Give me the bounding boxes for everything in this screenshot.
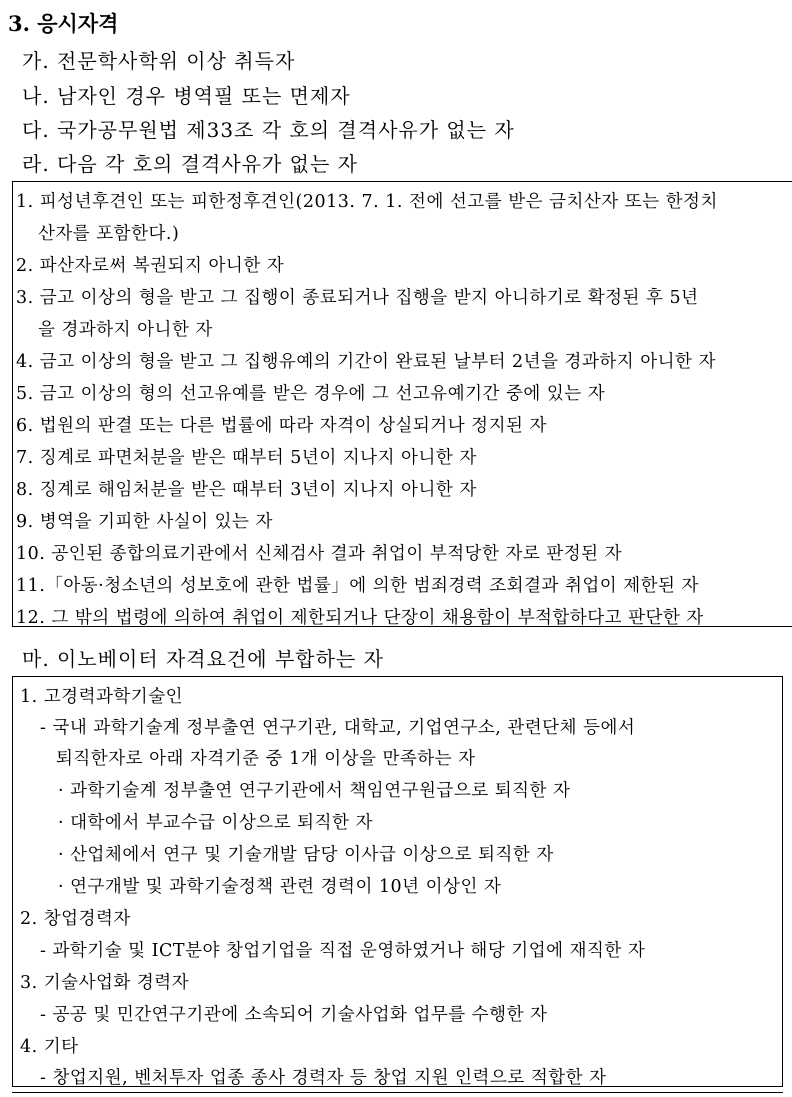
disqualification-item: 8. 징계로 해임처분을 받은 때부터 3년이 지나지 아니한 자 bbox=[16, 480, 477, 500]
disqualification-item: 10. 공인된 종합의료기관에서 신체검사 결과 취업이 부적당한 자로 판정된 자 bbox=[16, 544, 623, 564]
section-title: 3. 응시자격 bbox=[8, 11, 119, 36]
requirement-da: 다. 국가공무원법 제33조 각 호의 결격사유가 없는 자 bbox=[22, 118, 515, 142]
disqualification-item: 6. 법원의 판결 또는 다른 법률에 따라 자격이 상실되거나 정지된 자 bbox=[16, 416, 547, 436]
requirement-ra: 라. 다음 각 호의 결격사유가 없는 자 bbox=[22, 152, 358, 176]
disqualification-item: 4. 금고 이상의 형을 받고 그 집행유예의 기간이 완료된 날부터 2년을 경과하지 아니한 자 bbox=[16, 352, 716, 372]
disqualification-item: 11.「아동·청소년의 성보호에 관한 법률」에 의한 범죄경력 조회결과 취업이 제한된 자 bbox=[16, 576, 699, 596]
innovator-criterion: · 대학에서 부교수급 이상으로 퇴직한 자 bbox=[58, 813, 373, 833]
innovator-detail: - 공공 및 민간연구기관에 소속되어 기술사업화 업무를 수행한 자 bbox=[40, 1005, 548, 1025]
innovator-detail: 퇴직한자로 아래 자격기준 중 1개 이상을 만족하는 자 bbox=[56, 749, 476, 769]
disqualification-item: 을 경과하지 아니한 자 bbox=[38, 320, 213, 340]
innovator-criterion: · 과학기술계 정부출연 연구기관에서 책임연구원급으로 퇴직한 자 bbox=[58, 781, 571, 801]
innovator-detail: - 국내 과학기술계 정부출연 연구기관, 대학교, 기업연구소, 관련단체 등에서 bbox=[40, 718, 636, 738]
disqualification-item: 9. 병역을 기피한 사실이 있는 자 bbox=[16, 512, 273, 532]
bottom-rule bbox=[12, 1092, 783, 1093]
disqualification-item: 12. 그 밖의 법령에 의하여 취업이 제한되거나 단장이 채용함이 부적합하다고 판단한 자 bbox=[16, 608, 704, 628]
innovator-criterion: · 연구개발 및 과학기술정책 관련 경력이 10년 이상인 자 bbox=[58, 877, 502, 897]
disqualification-item: 3. 금고 이상의 형을 받고 그 집행이 종료되거나 집행을 받지 아니하기로 확정된 후 5년 bbox=[16, 288, 699, 308]
innovator-criterion: · 산업체에서 연구 및 기술개발 담당 이사급 이상으로 퇴직한 자 bbox=[58, 845, 554, 865]
requirement-ga: 가. 전문학사학위 이상 취득자 bbox=[22, 49, 296, 73]
innovator-category: 1. 고경력과학기술인 bbox=[20, 687, 183, 707]
disqualification-item: 1. 피성년후견인 또는 피한정후견인(2013. 7. 1. 전에 선고를 받은 금치산자 또는 한정치 bbox=[16, 192, 718, 212]
innovator-category: 3. 기술사업화 경력자 bbox=[20, 973, 190, 993]
innovator-detail: - 과학기술 및 ICT분야 창업기업을 직접 운영하였거나 해당 기업에 재직한 자 bbox=[40, 941, 646, 961]
innovator-category: 2. 창업경력자 bbox=[20, 909, 131, 929]
disqualification-item: 2. 파산자로써 복권되지 아니한 자 bbox=[16, 256, 285, 276]
disqualification-item: 산자를 포함한다.) bbox=[38, 224, 180, 244]
disqualification-item: 7. 징계로 파면처분을 받은 때부터 5년이 지나지 아니한 자 bbox=[16, 448, 477, 468]
innovator-heading: 마. 이노베이터 자격요건에 부합하는 자 bbox=[22, 647, 384, 671]
requirement-na: 나. 남자인 경우 병역필 또는 면제자 bbox=[22, 84, 351, 108]
innovator-category: 4. 기타 bbox=[20, 1037, 79, 1057]
innovator-detail: - 창업지원, 벤처투자 업종 종사 경력자 등 창업 지원 인력으로 적합한 자 bbox=[40, 1068, 607, 1088]
disqualification-item: 5. 금고 이상의 형의 선고유예를 받은 경우에 그 선고유예기간 중에 있는 자 bbox=[16, 384, 606, 404]
